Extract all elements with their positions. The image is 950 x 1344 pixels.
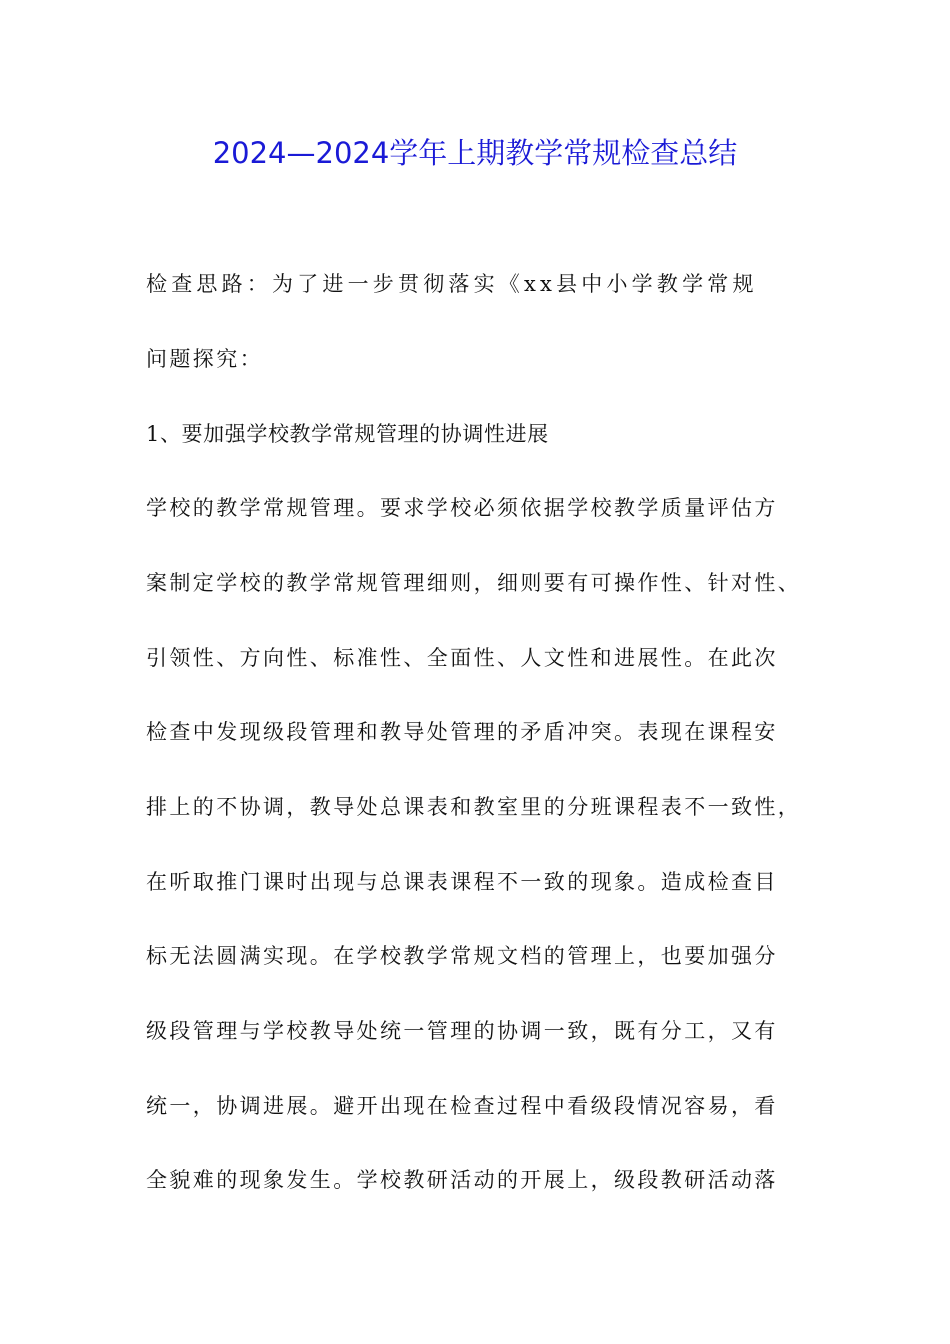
paragraph-line: 全貌难的现象发生。学校教研活动的开展上，级段教研活动落	[146, 1168, 778, 1192]
paragraph-line: 案制定学校的教学常规管理细则，细则要有可操作性、针对性、	[146, 571, 802, 595]
paragraph-line: 检查思路：为了进一步贯彻落实《xx县中小学教学常规	[146, 272, 758, 296]
paragraph-line: 排上的不协调，教导处总课表和教室里的分班课程表不一致性，	[146, 795, 802, 819]
document-title: 2024—2024学年上期教学常规检查总结	[212, 136, 738, 170]
paragraph-line: 级段管理与学校教导处统一管理的协调一致，既有分工，又有	[146, 1019, 778, 1043]
section-heading: 1、要加强学校教学常规管理的协调性进展	[146, 422, 549, 446]
paragraph-line: 引领性、方向性、标准性、全面性、人文性和进展性。在此次	[146, 646, 778, 670]
paragraph-line: 统一，协调进展。避开出现在检查过程中看级段情况容易，看	[146, 1094, 778, 1118]
paragraph-line: 问题探究：	[146, 347, 263, 371]
paragraph-line: 检查中发现级段管理和教导处管理的矛盾冲突。表现在课程安	[146, 720, 778, 744]
paragraph-line: 在听取推门课时出现与总课表课程不一致的现象。造成检查目	[146, 870, 778, 894]
paragraph-line: 学校的教学常规管理。要求学校必须依据学校教学质量评估方	[146, 496, 778, 520]
paragraph-line: 标无法圆满实现。在学校教学常规文档的管理上，也要加强分	[146, 944, 778, 968]
